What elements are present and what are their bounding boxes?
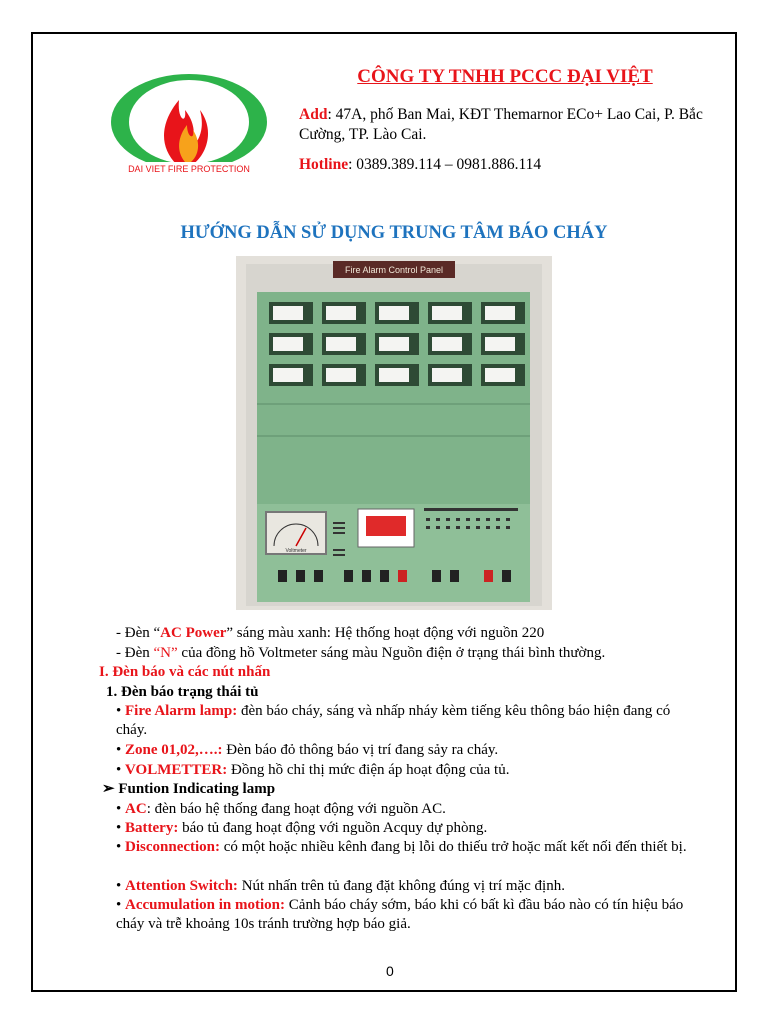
- panel-switch: [344, 570, 353, 582]
- status-led: [506, 518, 510, 521]
- zone-lamp: [379, 368, 409, 382]
- status-led: [486, 526, 490, 529]
- panel-switch: [314, 570, 323, 582]
- status-led: [426, 526, 430, 529]
- zone-lamp: [273, 306, 303, 320]
- company-name: CÔNG TY TNHH PCCC ĐẠI VIỆT: [357, 66, 653, 87]
- hotline-label: Hotline: [299, 156, 349, 173]
- panel-switch: [362, 570, 371, 582]
- status-led: [446, 526, 450, 529]
- logo-text: DAI VIET FIRE PROTECTION: [128, 164, 250, 174]
- zone-lamp: [273, 368, 303, 382]
- status-led: [466, 526, 470, 529]
- status-led: [446, 518, 450, 521]
- list-item-volmetter: • VOLMETTER: Đồng hồ chỉ thị mức điện áp hoạt động của tủ.: [116, 762, 510, 778]
- zone-lamp: [379, 337, 409, 351]
- zone-lamp: [432, 306, 462, 320]
- panel-switch: [380, 570, 389, 582]
- zone-lamp: [432, 337, 462, 351]
- document-title: HƯỚNG DẪN SỬ DỤNG TRUNG TÂM BÁO CHÁY: [180, 223, 608, 243]
- status-led: [466, 518, 470, 521]
- status-led: [496, 526, 500, 529]
- panel-title: Fire Alarm Control Panel: [344, 265, 444, 275]
- panel-switch: [502, 570, 511, 582]
- zone-lamp: [432, 368, 462, 382]
- list-item-battery: • Battery: báo tủ đang hoạt động với nguồn Acquy dự phòng.: [116, 820, 488, 836]
- list-item-accumulation: • Accumulation in motion: Cảnh báo cháy sớm, báo khi có bất kì đầu báo nào có tín hiệu báo cháy và trễ khoảng 10s tránh trường hợp báo giả.: [116, 897, 684, 932]
- status-led: [436, 518, 440, 521]
- text-line-ac-power: - Đèn “AC Power” sáng màu xanh: Hệ thống hoạt động với nguồn 220: [116, 625, 545, 641]
- fire-alarm-panel-photo: [236, 256, 552, 610]
- list-item-disconnection: • Disconnection: có một hoặc nhiều kênh đang bị lỗi do thiếu trở hoặc mất kết nối đến thiết bị.: [116, 839, 687, 855]
- panel-switch: [296, 570, 305, 582]
- zone-lamp: [326, 368, 356, 382]
- hotline-value: : 0389.389.114 – 0981.886.114: [348, 156, 542, 173]
- list-item-ac: • AC: đèn báo hệ thống đang hoạt động với nguồn AC.: [116, 801, 446, 817]
- status-led: [436, 526, 440, 529]
- status-led: [496, 518, 500, 521]
- panel-switch: [484, 570, 493, 582]
- status-led: [476, 518, 480, 521]
- zone-lamp: [379, 306, 409, 320]
- page-number: 0: [386, 963, 394, 979]
- panel-switch: [450, 570, 459, 582]
- list-item-zone: • Zone 01,02,….: Đèn báo đỏ thông báo vị trí đang sảy ra cháy.: [116, 742, 499, 758]
- status-led: [456, 518, 460, 521]
- arrow-bullet-icon: ➢: [102, 781, 119, 797]
- zone-lamp: [485, 306, 515, 320]
- subheading-function-lamps: ➢ Funtion Indicating lamp: [102, 781, 276, 797]
- zone-lamp: [326, 337, 356, 351]
- zone-lamp: [485, 337, 515, 351]
- status-led: [506, 526, 510, 529]
- status-led: [456, 526, 460, 529]
- panel-switch: [278, 570, 287, 582]
- status-led: [426, 518, 430, 521]
- list-item-fire-alarm-lamp: • Fire Alarm lamp: đèn báo cháy, sáng và nhấp nháy kèm tiếng kêu thông báo hiện đang có cháy.: [116, 703, 671, 738]
- panel-switch: [398, 570, 407, 582]
- status-led: [476, 526, 480, 529]
- company-logo: [107, 70, 272, 180]
- zone-lamp: [273, 337, 303, 351]
- section-heading-1: I. Đèn báo và các nút nhấn: [99, 664, 271, 680]
- address-value: : 47A, phố Ban Mai, KĐT Themarnor ECo+ Lao Cai, P. Bắc Cường, TP. Lào Cai.: [299, 106, 703, 143]
- zone-lamp: [326, 306, 356, 320]
- list-item-attention-switch: • Attention Switch: Nút nhấn trên tủ đang đặt không đúng vị trí mặc định.: [116, 878, 565, 894]
- voltmeter-label: Voltmeter: [285, 548, 307, 554]
- text-line-voltmeter: - Đèn “N” của đồng hồ Voltmeter sáng màu Nguồn điện ở trạng thái bình thường.: [116, 645, 606, 661]
- hotline: [299, 155, 709, 175]
- zone-lamp: [485, 368, 515, 382]
- address: [299, 105, 709, 145]
- panel-switch: [432, 570, 441, 582]
- status-led: [486, 518, 490, 521]
- address-label: Add: [299, 106, 328, 123]
- subheading-panel-lamps: 1. Đèn báo trạng thái tủ: [106, 684, 259, 700]
